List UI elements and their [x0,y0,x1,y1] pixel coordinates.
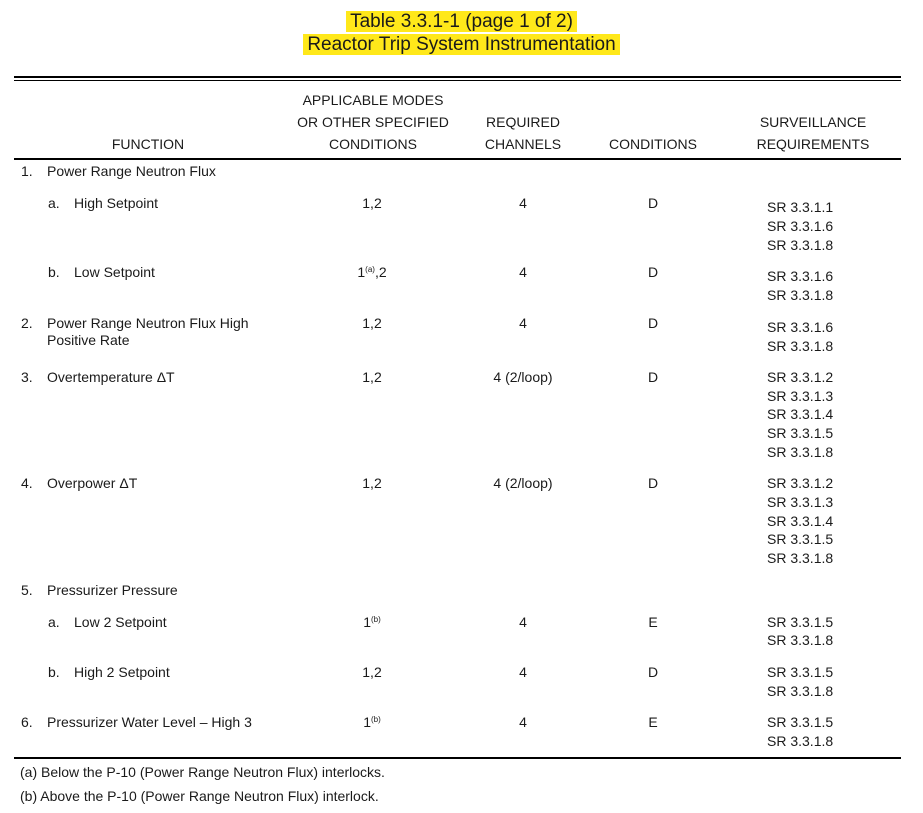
table-subtitle [0,33,923,56]
sr-item: SR 3.3.1.5 [767,714,834,730]
conditions-value: D [647,315,659,331]
channels-value: 4 (2/loop) [493,369,553,385]
modes-value: 1,2 [362,315,382,331]
header-modes-1: APPLICABLE MODES [302,92,444,108]
sr-item: SR 3.3.1.3 [767,494,834,510]
sr-item: SR 3.3.1.2 [767,369,834,385]
sr-item: SR 3.3.1.8 [767,338,834,354]
function-label: Power Range Neutron Flux [47,163,216,179]
top-rule-thin [14,80,901,81]
sr-item: SR 3.3.1.8 [767,237,834,253]
header-conditions: CONDITIONS [609,136,697,152]
modes-value: 1,2 [362,369,382,385]
footnote-ref: (a) [365,265,375,274]
header-rule [14,158,901,160]
sr-item: SR 3.3.1.4 [767,513,834,529]
header-modes-3: CONDITIONS [329,136,417,152]
function-number: 6. [21,714,33,730]
sr-item: SR 3.3.1.5 [767,531,834,547]
conditions-value: D [647,475,659,491]
sr-item: SR 3.3.1.4 [767,406,834,422]
sr-item: SR 3.3.1.8 [767,683,834,699]
channels-value: 4 [519,264,527,280]
title-line-1: Table 3.3.1-1 (page 1 of 2) [346,11,577,32]
header-surveillance-1: SURVEILLANCE [759,114,867,130]
header-function: FUNCTION [111,136,185,152]
modes-value: 1,2 [362,475,382,491]
channels-value: 4 [519,664,527,680]
sr-item: SR 3.3.1.8 [767,550,834,566]
modes-value: 1$^{(b)}$ [363,714,381,730]
sr-item: SR 3.3.1.6 [767,218,834,234]
channels-value: 4 [519,614,527,630]
header-channels-2: CHANNELS [484,136,562,152]
function-number: 1. [21,163,33,179]
function-label: Power Range Neutron Flux High [47,315,249,331]
function-label: Pressurizer Water Level – High 3 [47,714,252,730]
table-title [0,10,923,33]
sr-item: SR 3.3.1.1 [767,199,834,215]
modes-value: 1,2 [362,195,382,211]
subfunction-letter: b. [48,264,60,280]
bottom-rule [14,757,901,759]
conditions-value: E [648,614,658,630]
function-number: 5. [21,582,33,598]
function-label: Pressurizer Pressure [47,582,178,598]
function-label: High 2 Setpoint [74,664,170,680]
footnote-a: (a) Below the P-10 (Power Range Neutron Flux) interlocks. [20,764,385,780]
function-label: High Setpoint [74,195,159,211]
channels-value: 4 [519,315,527,331]
subfunction-letter: b. [48,664,60,680]
channels-value: 4 [519,714,527,730]
sr-item: SR 3.3.1.6 [767,268,834,284]
modes-value: 1$^{(a)}$,2 [357,264,387,280]
sr-item: SR 3.3.1.5 [767,425,834,441]
conditions-value: D [647,264,659,280]
conditions-value: D [647,195,659,211]
function-number: 2. [21,315,33,331]
sr-item: SR 3.3.1.8 [767,733,834,749]
sr-item: SR 3.3.1.8 [767,632,834,648]
function-label-cont: Positive Rate [47,332,130,348]
channels-value: 4 [519,195,527,211]
footnote-ref: (b) [371,615,381,624]
sr-item: SR 3.3.1.8 [767,444,834,460]
sr-item: SR 3.3.1.8 [767,287,834,303]
header-modes-2: OR OTHER SPECIFIED [297,114,449,130]
channels-value: 4 (2/loop) [493,475,553,491]
function-label: Overtemperature ΔT [47,369,175,385]
header-surveillance-2: REQUIREMENTS [756,136,870,152]
title-line-2: Reactor Trip System Instrumentation [303,34,619,55]
footnote-ref: (b) [371,715,381,724]
sr-item: SR 3.3.1.2 [767,475,834,491]
modes-value: 1,2 [362,664,382,680]
subfunction-letter: a. [48,614,60,630]
function-number: 4. [21,475,33,491]
function-label: Low 2 Setpoint [74,614,167,630]
conditions-value: E [648,714,658,730]
top-rule-thick [14,76,901,78]
function-label: Overpower ΔT [47,475,138,491]
sr-item: SR 3.3.1.5 [767,664,834,680]
sr-item: SR 3.3.1.3 [767,388,834,404]
function-number: 3. [21,369,33,385]
conditions-value: D [647,664,659,680]
header-channels-1: REQUIRED [486,114,560,130]
subfunction-letter: a. [48,195,60,211]
sr-item: SR 3.3.1.5 [767,614,834,630]
sr-item: SR 3.3.1.6 [767,319,834,335]
conditions-value: D [647,369,659,385]
footnote-b: (b) Above the P-10 (Power Range Neutron Flux) interlock. [20,788,379,804]
function-label: Low Setpoint [74,264,155,280]
modes-value: 1$^{(b)}$ [363,614,381,630]
